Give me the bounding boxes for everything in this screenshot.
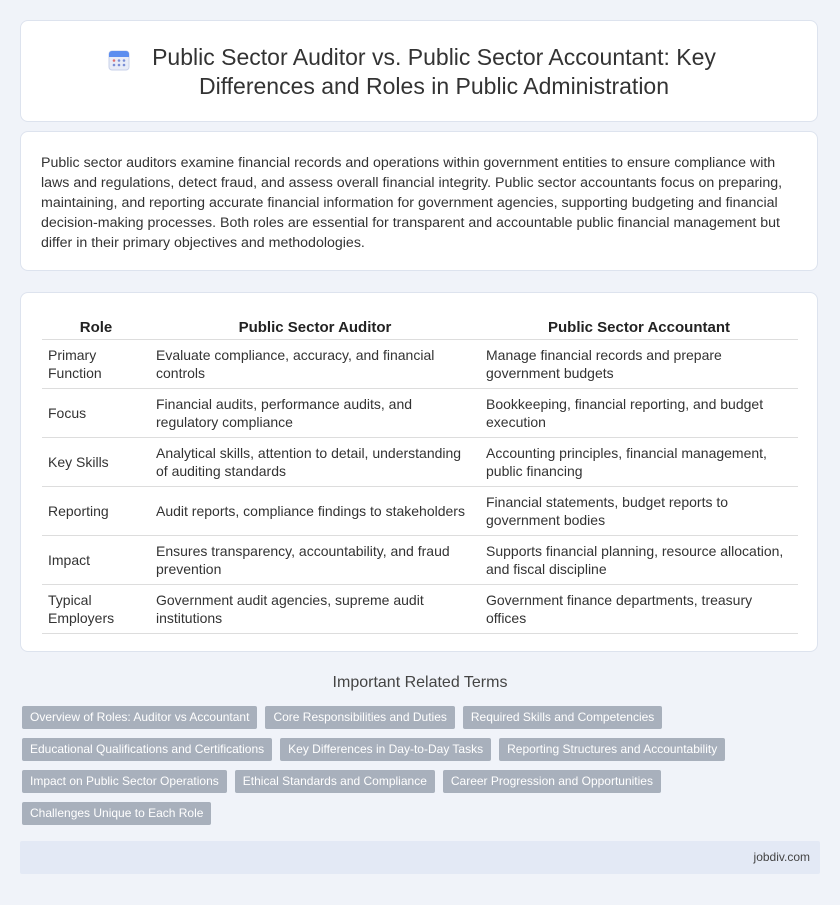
accountant-cell: Bookkeeping, financial reporting, and budget execution: [480, 389, 798, 438]
intro-card: [20, 131, 818, 271]
related-term-tag[interactable]: Key Differences in Day-to-Day Tasks: [280, 738, 491, 761]
title-card: [20, 20, 818, 122]
role-cell: Typical Employers: [42, 585, 150, 634]
role-cell: Impact: [42, 536, 150, 585]
intro-paragraph: Public sector auditors examine financial records and operations within government entities to ensure compliance with laws and regulations, detect fraud, and assess overall financial integrity. Public sector accountants focus on preparing, maintaining, and reporting accurate financial information for government agencies, supporting budgeting and financial decision-making processes. Both roles are essential for transparent and accountable public financial management but differ in their primary objectives and methodologies.: [41, 155, 783, 251]
related-term-tag[interactable]: Required Skills and Competencies: [463, 706, 662, 729]
accountant-cell: Manage financial records and prepare government budgets: [480, 340, 798, 389]
related-terms-title: Important Related Terms: [332, 674, 508, 691]
page-title: Public Sector Auditor vs. Public Sector Accountant: Key Differences and Roles in Public Administration: [152, 44, 716, 99]
related-term-tag[interactable]: Overview of Roles: Auditor vs Accountant: [22, 706, 257, 729]
auditor-cell: Government audit agencies, supreme audit institutions: [150, 585, 480, 634]
table-row: [42, 389, 798, 438]
role-cell: Primary Function: [42, 340, 150, 389]
accountant-cell: Supports financial planning, resource allocation, and fiscal discipline: [480, 536, 798, 585]
related-term-tag[interactable]: Impact on Public Sector Operations: [22, 770, 227, 793]
auditor-cell: Financial audits, performance audits, and regulatory compliance: [150, 389, 480, 438]
related-term-tag[interactable]: Educational Qualifications and Certifications: [22, 738, 272, 761]
accountant-cell: Accounting principles, financial management, public financing: [480, 438, 798, 487]
auditor-cell: Ensures transparency, accountability, and fraud prevention: [150, 536, 480, 585]
accountant-cell: Financial statements, budget reports to government bodies: [480, 487, 798, 536]
accountant-cell: Government finance departments, treasury offices: [480, 585, 798, 634]
table-header-row: [42, 315, 798, 340]
related-term-tag[interactable]: Reporting Structures and Accountability: [499, 738, 725, 761]
related-term-tag[interactable]: Core Responsibilities and Duties: [265, 706, 454, 729]
role-cell: Key Skills: [42, 438, 150, 487]
header-role: Role: [42, 315, 150, 340]
header-auditor: Public Sector Auditor: [150, 315, 480, 340]
footer: [20, 841, 820, 874]
table-row: [42, 585, 798, 634]
table-row: [42, 438, 798, 487]
table-row: [42, 536, 798, 585]
auditor-cell: Audit reports, compliance findings to stakeholders: [150, 487, 480, 536]
table-row: [42, 340, 798, 389]
auditor-cell: Evaluate compliance, accuracy, and financial controls: [150, 340, 480, 389]
role-cell: Focus: [42, 389, 150, 438]
table-row: [42, 487, 798, 536]
header-accountant: Public Sector Accountant: [480, 315, 798, 340]
auditor-cell: Analytical skills, attention to detail, understanding of auditing standards: [150, 438, 480, 487]
related-term-tag[interactable]: Ethical Standards and Compliance: [235, 770, 435, 793]
related-terms-list: [22, 706, 822, 825]
footer-site-link[interactable]: jobdiv.com: [753, 850, 810, 864]
role-cell: Reporting: [42, 487, 150, 536]
comparison-card: [20, 292, 818, 652]
related-term-tag[interactable]: Challenges Unique to Each Role: [22, 802, 211, 825]
related-term-tag[interactable]: Career Progression and Opportunities: [443, 770, 661, 793]
comparison-table: [42, 315, 798, 634]
